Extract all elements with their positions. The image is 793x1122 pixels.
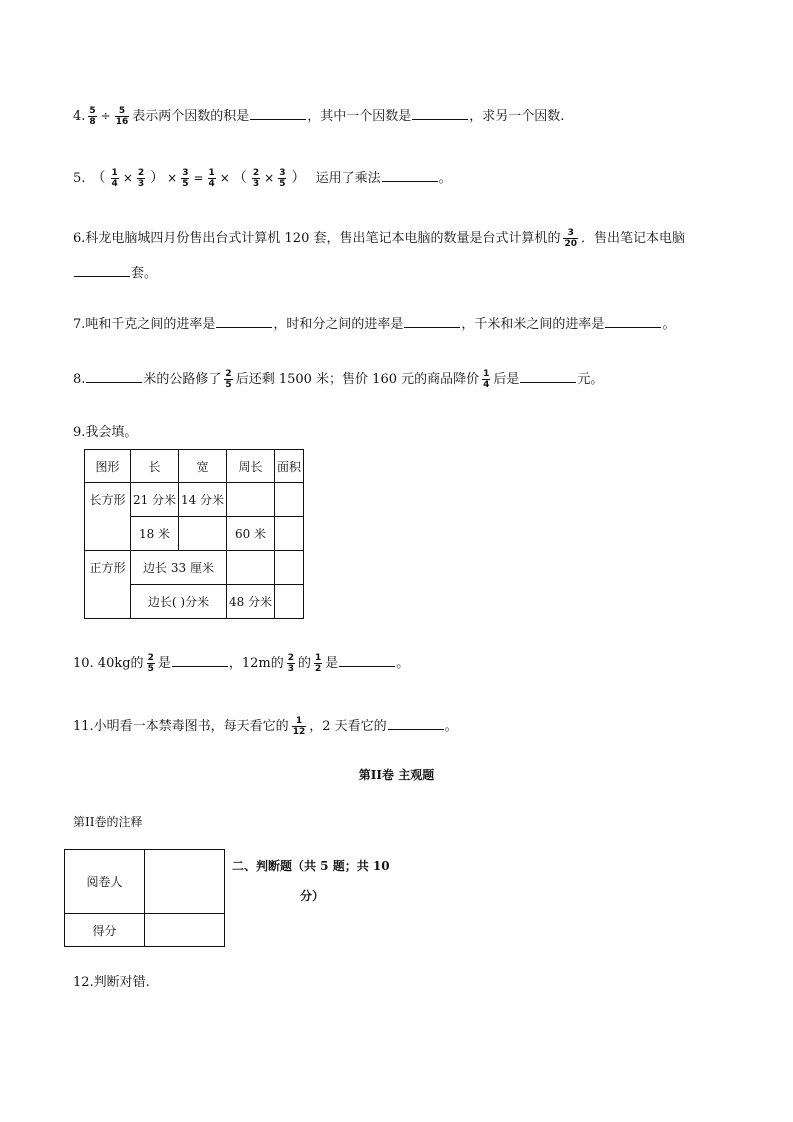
answer-blank[interactable] bbox=[605, 313, 661, 328]
question-12: 12.判断对错. bbox=[73, 975, 150, 990]
table-cell[interactable] bbox=[275, 551, 304, 585]
answer-blank[interactable] bbox=[86, 368, 142, 383]
fraction: $\frac{5}{8}$ bbox=[89, 106, 96, 127]
table-cell: 14 分米 bbox=[179, 483, 227, 517]
answer-blank[interactable] bbox=[388, 715, 444, 730]
answer-blank[interactable] bbox=[74, 262, 130, 277]
answer-blank[interactable] bbox=[520, 368, 576, 383]
question-6-line2: 套。 bbox=[73, 262, 157, 284]
answer-blank[interactable] bbox=[172, 652, 228, 667]
answer-blank[interactable] bbox=[216, 313, 272, 328]
table-header: 图形 bbox=[85, 450, 131, 483]
question-8: 8. 米的公路修了 $\frac{2}{5}$ 后还剩 1500 米；售价 160 元的商品降价 $\frac{1}{4}$ 后是 元。 bbox=[73, 369, 604, 390]
answer-blank[interactable] bbox=[412, 105, 468, 120]
table-cell[interactable] bbox=[227, 483, 275, 517]
table-cell: 60 米 bbox=[227, 517, 275, 551]
grader-table bbox=[64, 849, 225, 947]
table-header: 长 bbox=[131, 450, 179, 483]
answer-blank[interactable] bbox=[250, 105, 306, 120]
table-header: 周长 bbox=[227, 450, 275, 483]
table-cell[interactable] bbox=[275, 585, 304, 619]
fraction: $\frac{5}{16}$ bbox=[115, 106, 129, 127]
table-cell[interactable] bbox=[275, 483, 304, 517]
answer-blank[interactable] bbox=[382, 167, 438, 182]
table-cell: 18 米 bbox=[131, 517, 179, 551]
question-9: 9.我会填。 bbox=[73, 425, 138, 440]
row-label: 长方形 bbox=[85, 483, 131, 551]
grader-cell[interactable] bbox=[145, 850, 225, 914]
table-header: 面积 bbox=[275, 450, 304, 483]
answer-blank[interactable] bbox=[339, 652, 395, 667]
section-title: 第II卷 主观题 bbox=[358, 768, 435, 782]
section-heading: 二、判断题（共 5 题；共 10 bbox=[232, 859, 390, 873]
table-cell: 21 分米 bbox=[131, 483, 179, 517]
fill-table bbox=[84, 449, 304, 619]
question-6: 6.科龙电脑城四月份售出台式计算机 120 套，售出笔记本电脑的数量是台式计算机的 $\frac{3}{20}$ ．售出笔记本电脑 bbox=[73, 228, 686, 249]
table-cell[interactable] bbox=[179, 517, 227, 551]
question-7: 7.吨和千克之间的进率是 ，时和分之间的进率是 ，千米和米之间的进率是 。 bbox=[73, 313, 675, 335]
question-5: 5. （ $\frac{1}{4}$ × $\frac{2}{3}$ ） × $\frac{3}{5}$ = $\frac{1}{4}$ × （ $\frac{2}{3}$ × $\frac{3}{5}$ ） 运用了乘法 。 bbox=[73, 168, 452, 189]
answer-blank[interactable] bbox=[404, 313, 460, 328]
table-cell[interactable]: 边长( )分米 bbox=[131, 585, 227, 619]
section-note: 第II卷的注释 bbox=[73, 815, 143, 829]
score-label: 得分 bbox=[65, 914, 145, 947]
section-heading-cont: 分） bbox=[300, 889, 325, 903]
score-cell[interactable] bbox=[145, 914, 225, 947]
grader-label: 阅卷人 bbox=[65, 850, 145, 914]
row-label: 正方形 bbox=[85, 551, 131, 619]
table-cell[interactable] bbox=[275, 517, 304, 551]
question-11: 11.小明看一本禁毒图书，每天看它的 $\frac{1}{12}$ ，2 天看它的 。 bbox=[73, 716, 458, 737]
table-cell: 边长 33 厘米 bbox=[131, 551, 227, 585]
table-cell: 48 分米 bbox=[227, 585, 275, 619]
question-4: 4. $\frac{5}{8}$ ÷ $\frac{5}{16}$ 表示两个因数的积是 ，其中一个因数是 ，求另一个因数. bbox=[73, 106, 565, 127]
table-cell[interactable] bbox=[227, 551, 275, 585]
table-header: 宽 bbox=[179, 450, 227, 483]
question-10: 10. 40kg的 $\frac{2}{5}$ 是 ，12m的 $\frac{2}{3}$ 的 $\frac{1}{2}$ 是 。 bbox=[73, 653, 410, 674]
